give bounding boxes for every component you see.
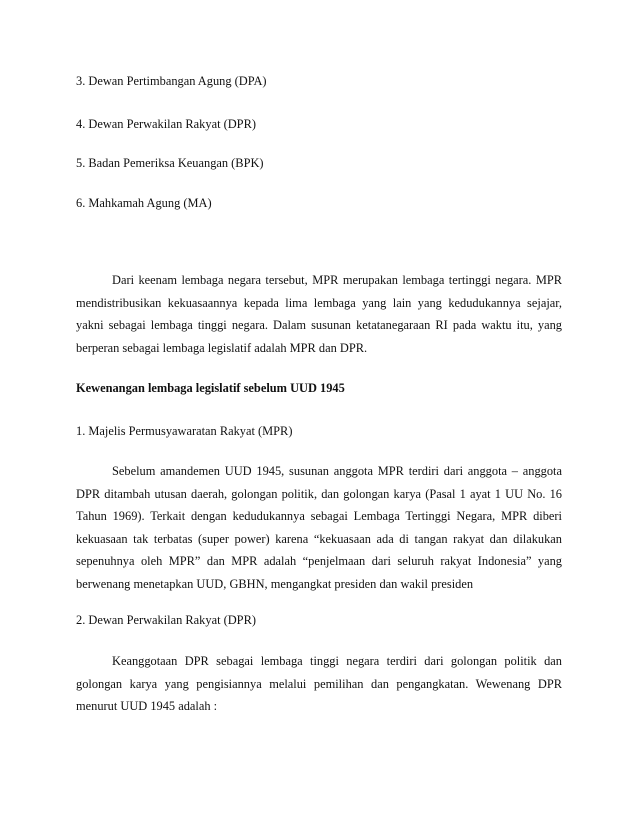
subheading-dpr: 2. Dewan Perwakilan Rakyat (DPR) (76, 613, 256, 627)
paragraph-mpr: Sebelum amandemen UUD 1945, susunan anggota MPR terdiri dari anggota – anggota DPR ditambah utusan daerah, golongan politik, dan golongan karya (Pasal 1 ayat 1 UU No. 16 Tahun 1969). Terkait dengan kedudukannya sebagai Lembaga Tertinggi Negara, MPR diberi kekuasaan tak terbatas (super power) karena “kekuasaan ada di tangan rakyat dan dilakukan sepenuhnya oleh MPR” dan MPR adalah “penjelmaan dari seluruh rakyat Indonesia” yang berwenang menetapkan UUD, GBHN, mengangkat presiden dan wakil presiden (76, 464, 562, 591)
section-heading: Kewenangan lembaga legislatif sebelum UUD 1945 (76, 381, 345, 395)
list-item-ma: 6. Mahkamah Agung (MA) (76, 196, 212, 210)
list-item-bpk: 5. Badan Pemeriksa Keuangan (BPK) (76, 156, 264, 170)
subheading-mpr: 1. Majelis Permusyawaratan Rakyat (MPR) (76, 424, 293, 438)
paragraph-lembaga-tertinggi: Dari keenam lembaga negara tersebut, MPR merupakan lembaga tertinggi negara. MPR mendistribusikan kekuasaannya kepada lima lembaga yang lain yang kedudukannya sejajar, yakni sebagai lembaga tinggi negara. Dalam susunan ketatanegaraan RI pada waktu itu, yang berperan sebagai lembaga legislatif adalah MPR dan DPR. (76, 273, 562, 355)
list-item-dpr: 4. Dewan Perwakilan Rakyat (DPR) (76, 117, 256, 131)
list-item-dpa: 3. Dewan Pertimbangan Agung (DPA) (76, 74, 267, 88)
paragraph-dpr: Keanggotaan DPR sebagai lembaga tinggi negara terdiri dari golongan politik dan golongan karya yang pengisiannya melalui pemilihan dan pengangkatan. Wewenang DPR menurut UUD 1945 adalah : (76, 654, 562, 713)
